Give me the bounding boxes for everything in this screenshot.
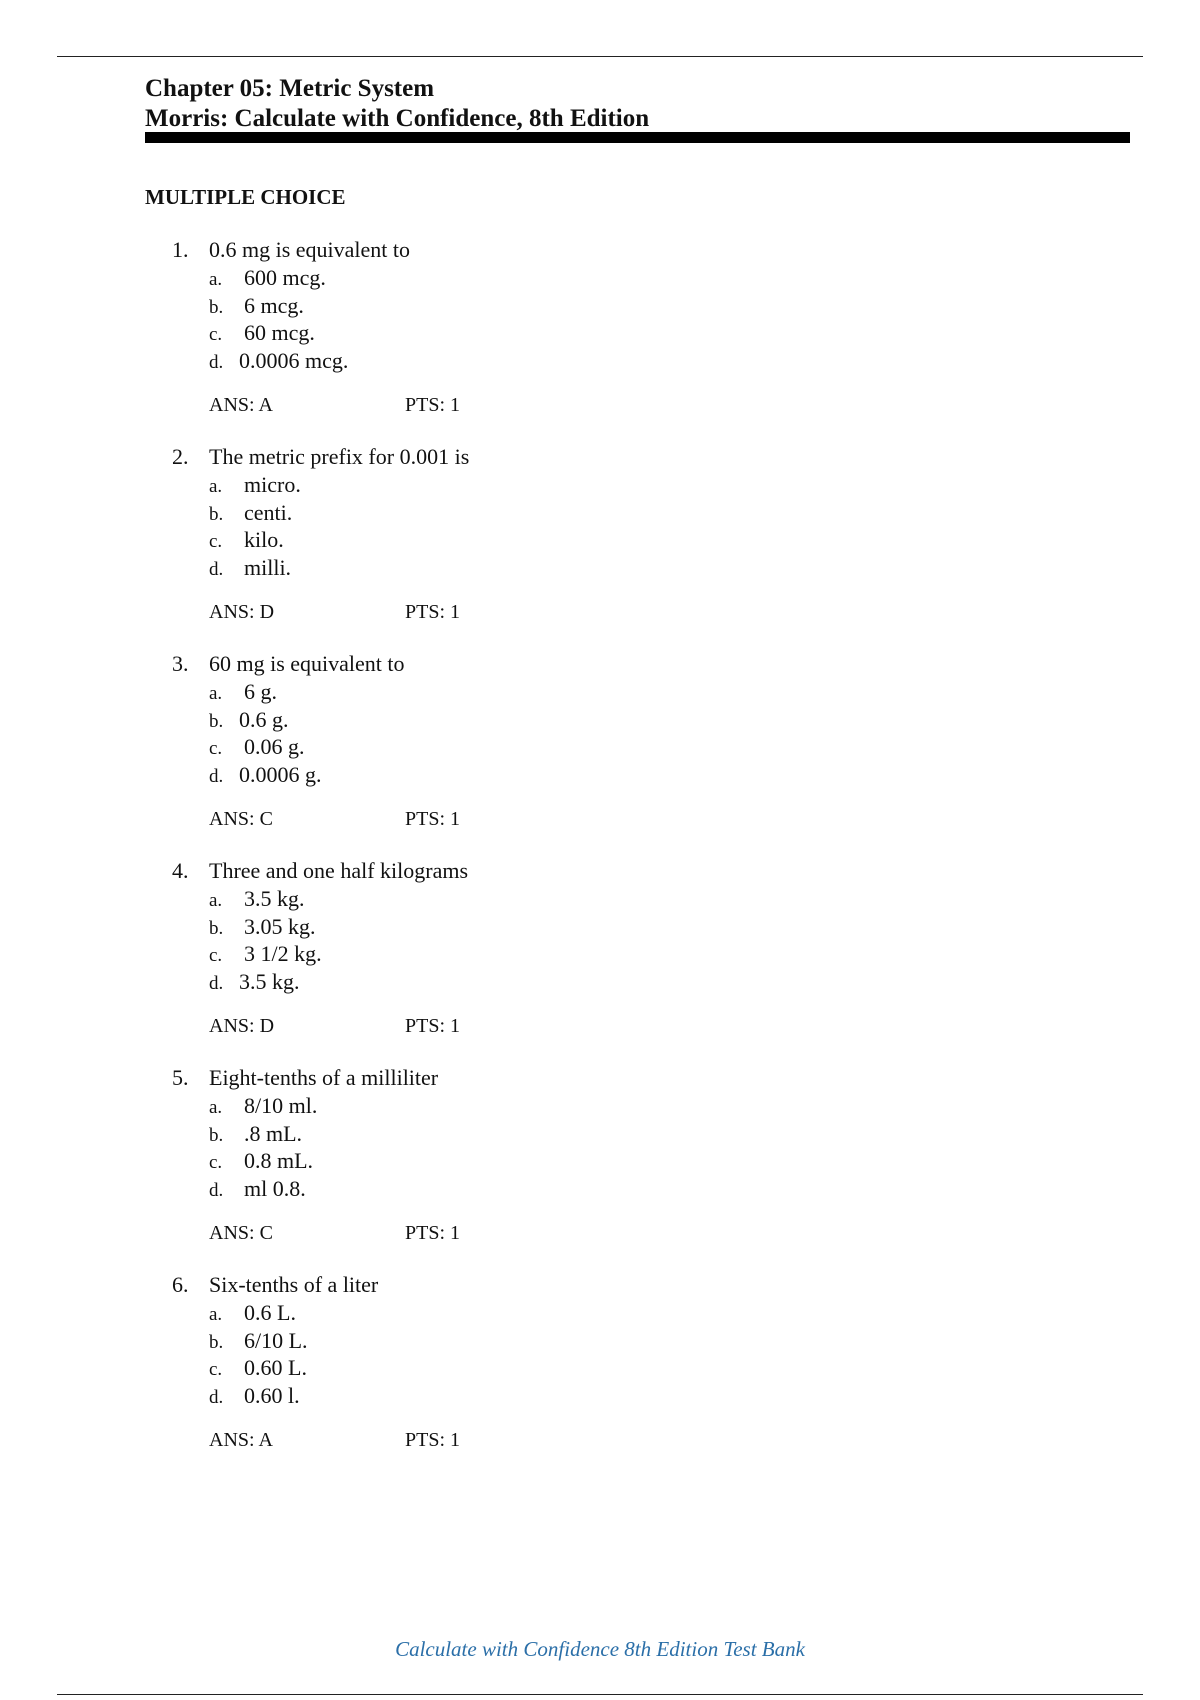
- footer-caption: Calculate with Confidence 8th Edition Test Bank: [395, 1637, 805, 1661]
- book-title: Morris: Calculate with Confidence, 8th Edition: [145, 105, 650, 132]
- document-header: [145, 74, 1130, 134]
- points-value: PTS: 1: [405, 394, 461, 416]
- option-letter: c.: [209, 1359, 223, 1380]
- option-text: 600 mcg.: [244, 265, 326, 290]
- option-b: [209, 499, 301, 527]
- option-text: 3.5 kg.: [244, 886, 305, 911]
- option-text: 0.60 l.: [244, 1382, 300, 1408]
- points-value: PTS: 1: [405, 1429, 461, 1451]
- option-text: milli.: [244, 554, 292, 580]
- option-a: [209, 885, 322, 913]
- option-letter: a.: [209, 269, 223, 290]
- option-text: 6/10 L.: [244, 1327, 308, 1353]
- question-text: Three and one half kilograms: [209, 858, 469, 883]
- option-letter: c.: [209, 945, 223, 966]
- option-list: [209, 471, 301, 581]
- option-letter: a.: [209, 1097, 223, 1118]
- option-text: 3.5 kg.: [239, 968, 300, 994]
- option-a: [209, 1299, 308, 1327]
- question-number: 4.: [172, 858, 189, 883]
- option-c: [209, 1147, 317, 1175]
- option-letter: c.: [209, 324, 223, 345]
- option-letter: a.: [209, 1304, 223, 1325]
- question-6: [0, 1271, 1200, 1478]
- question-text: The metric prefix for 0.001 is: [209, 444, 470, 469]
- option-b: [209, 706, 322, 734]
- option-a: [209, 471, 301, 499]
- option-text: 0.0006 g.: [239, 761, 322, 787]
- header-divider-bar: [145, 132, 1130, 143]
- option-d: [209, 761, 322, 789]
- question-number: 6.: [172, 1272, 189, 1297]
- option-letter: b.: [209, 917, 224, 939]
- option-list: [209, 678, 322, 788]
- option-c: [209, 526, 301, 554]
- option-b: [209, 1327, 308, 1355]
- answer-key: ANS: C: [209, 808, 273, 830]
- points-value: PTS: 1: [405, 1222, 461, 1244]
- option-list: [209, 1092, 317, 1202]
- option-text: .8 mL.: [244, 1120, 303, 1146]
- top-rule: [57, 56, 1143, 57]
- option-text: 3 1/2 kg.: [244, 941, 322, 966]
- option-a: [209, 678, 322, 706]
- question-number: 3.: [172, 651, 189, 676]
- option-b: [209, 913, 322, 941]
- option-d: [209, 347, 348, 375]
- question-number: 5.: [172, 1065, 189, 1090]
- answer-key: ANS: C: [209, 1222, 273, 1244]
- option-letter: d.: [209, 1179, 224, 1201]
- chapter-title: Chapter 05: Metric System: [145, 75, 435, 102]
- option-text: 0.6 L.: [244, 1300, 296, 1325]
- option-b: [209, 292, 348, 320]
- option-text: 0.0006 mcg.: [239, 347, 349, 373]
- option-letter: b.: [209, 296, 224, 318]
- option-a: [209, 1092, 317, 1120]
- option-a: [209, 264, 348, 292]
- question-list: [0, 236, 1200, 1478]
- option-text: centi.: [244, 499, 293, 525]
- option-text: 6 g.: [244, 679, 277, 704]
- option-text: kilo.: [244, 527, 284, 552]
- option-list: [209, 1299, 308, 1409]
- points-value: PTS: 1: [405, 808, 461, 830]
- option-c: [209, 940, 322, 968]
- option-letter: c.: [209, 531, 223, 552]
- option-list: [209, 885, 322, 995]
- option-letter: a.: [209, 890, 223, 911]
- option-text: 0.6 g.: [239, 706, 289, 732]
- option-text: 3.05 kg.: [244, 913, 316, 939]
- option-letter: c.: [209, 738, 223, 759]
- option-text: 6 mcg.: [244, 292, 304, 318]
- option-letter: b.: [209, 710, 224, 732]
- option-text: 0.8 mL.: [244, 1148, 314, 1173]
- question-text: 0.6 mg is equivalent to: [209, 237, 411, 262]
- option-d: [209, 1382, 308, 1410]
- option-c: [209, 733, 322, 761]
- option-text: 8/10 ml.: [244, 1093, 318, 1118]
- option-text: 0.06 g.: [244, 734, 305, 759]
- option-c: [209, 319, 348, 347]
- option-letter: d.: [209, 765, 224, 787]
- option-letter: d.: [209, 351, 224, 373]
- option-c: [209, 1354, 308, 1382]
- question-1: [0, 236, 1200, 443]
- option-letter: d.: [209, 558, 224, 580]
- question-text: Eight-tenths of a milliliter: [209, 1065, 439, 1090]
- option-text: 0.60 L.: [244, 1355, 307, 1380]
- question-5: [0, 1064, 1200, 1271]
- option-d: [209, 968, 322, 996]
- bottom-rule: [57, 1694, 1143, 1695]
- option-letter: b.: [209, 1124, 224, 1146]
- option-d: [209, 1175, 317, 1203]
- question-text: 60 mg is equivalent to: [209, 651, 405, 676]
- section-title: MULTIPLE CHOICE: [145, 185, 346, 209]
- option-letter: b.: [209, 1331, 224, 1353]
- points-value: PTS: 1: [405, 1015, 461, 1037]
- answer-key: ANS: D: [209, 601, 275, 623]
- option-letter: a.: [209, 683, 223, 704]
- question-4: [0, 857, 1200, 1064]
- answer-key: ANS: D: [209, 1015, 275, 1037]
- points-value: PTS: 1: [405, 601, 461, 623]
- option-letter: a.: [209, 476, 223, 497]
- option-letter: d.: [209, 972, 224, 994]
- option-letter: d.: [209, 1386, 224, 1408]
- option-letter: c.: [209, 1152, 223, 1173]
- question-2: [0, 443, 1200, 650]
- answer-key: ANS: A: [209, 394, 273, 416]
- question-3: [0, 650, 1200, 857]
- option-text: ml 0.8.: [244, 1175, 306, 1201]
- question-number: 1.: [172, 237, 189, 262]
- option-list: [209, 264, 348, 374]
- option-d: [209, 554, 301, 582]
- option-b: [209, 1120, 317, 1148]
- question-number: 2.: [172, 444, 189, 469]
- answer-key: ANS: A: [209, 1429, 273, 1451]
- option-text: micro.: [244, 472, 301, 497]
- option-text: 60 mcg.: [244, 320, 315, 345]
- question-text: Six-tenths of a liter: [209, 1272, 379, 1297]
- option-letter: b.: [209, 503, 224, 525]
